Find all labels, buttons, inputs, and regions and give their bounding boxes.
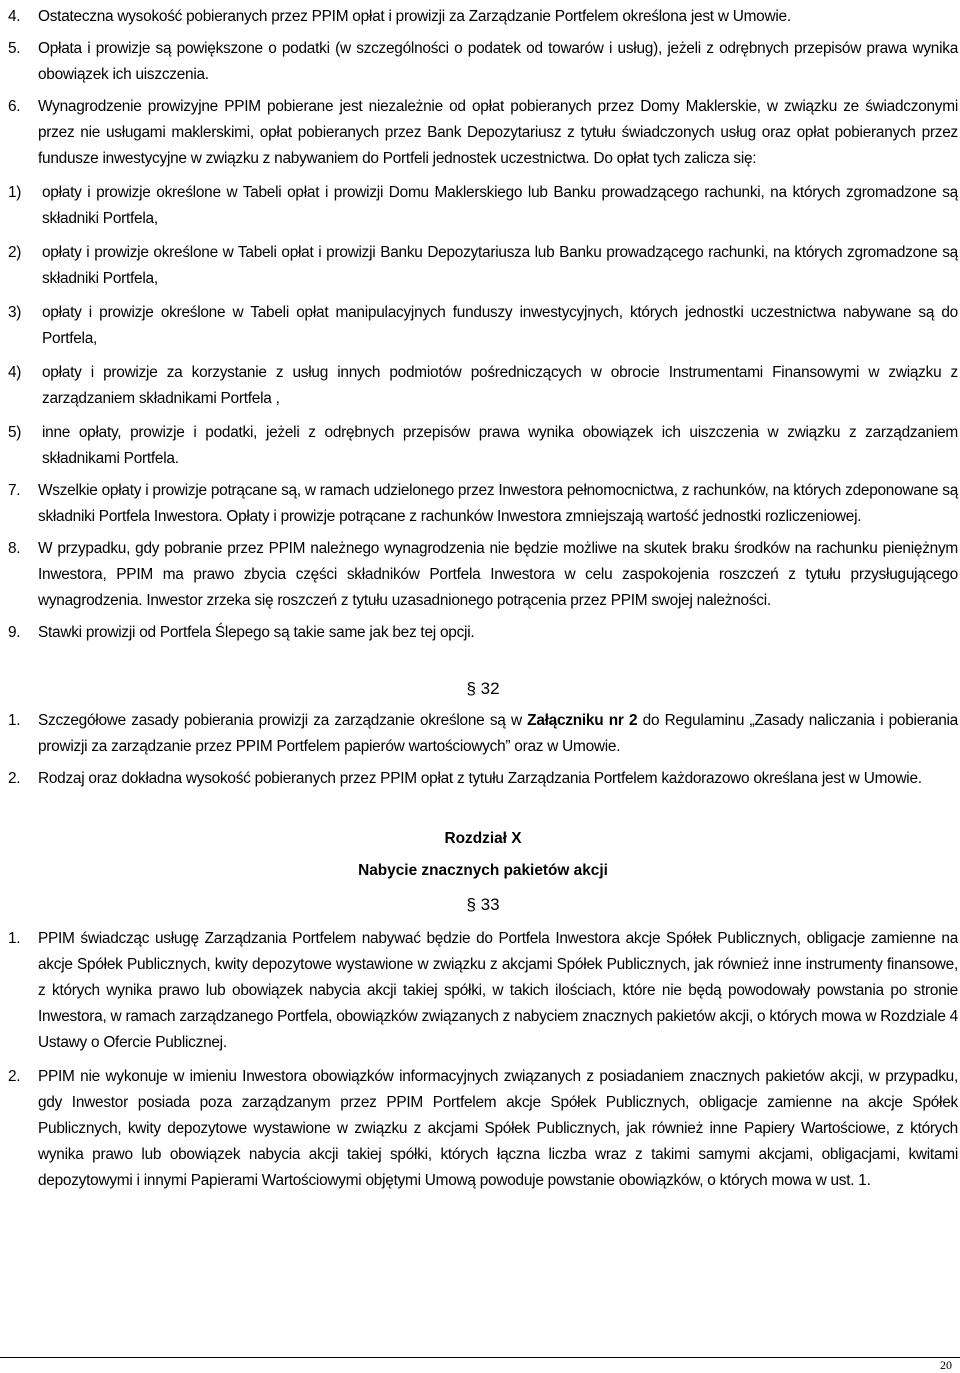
item-number: 2. [8,770,21,787]
section33-paragraph-2 [8,1064,958,1194]
document-page [8,4,958,1194]
paragraph-4 [8,4,958,30]
paragraph-9 [8,620,958,646]
sub-item-4 [8,360,958,412]
section32-paragraph-1 [8,708,958,760]
item-number: 1. [8,712,21,729]
text-segment: do Regulaminu „Zasady naliczania i pobierania prowizji za zarządzanie przez PPIM Portfelem papierów wartościowych” oraz w Umowie. [38,712,958,755]
item-text: Wszelkie opłaty i prowizje potrącane są, w ramach udzielonego przez Inwestora pełnomocnictwa, z rachunków, na których zdeponowane są składniki Portfela Inwestora. Opłaty i prowizje potrącane z rachunków Inwestora zmniejszają wartość jednostki rozliczeniowej. [38,482,959,525]
sub-item-number: 1) [8,184,22,201]
item-text: Opłata i prowizje są powiększone o podatki (w szczególności o podatek od towarów i usług), jeżeli z odrębnych przepisów prawa wynika obowiązek ich uiszczenia. [38,40,958,83]
sub-item-text: opłaty i prowizje określone w Tabeli opłat i prowizji Banku Depozytariusza lub Banku prowadzącego rachunki, na których zgromadzone są składniki Portfela, [42,244,958,287]
item-text: W przypadku, gdy pobranie przez PPIM należnego wynagrodzenia nie będzie możliwe na skutek braku środków na rachunku pieniężnym Inwestora, PPIM ma prawo zbycia części składników Portfela Inwestora w celu zaspokojenia roszczeń z tytułu przysługującego wynagrodzenia. Inwestor zrzeka się roszczeń z tytułu uzasadnionego potrącenia przez PPIM swojej należności. [38,540,958,609]
item-text [38,708,958,760]
sub-item-text: inne opłaty, prowizje i podatki, jeżeli z odrębnych przepisów prawa wynika obowiązek ich uiszczenia w związku z zarządzaniem składnikami Portfela. [42,424,958,467]
section33-paragraph-1 [8,926,958,1056]
sub-item-text: opłaty i prowizje za korzystanie z usług innych podmiotów pośredniczących w obrocie Instrumentami Finansowymi w związku z zarządzaniem składnikami Portfela , [42,364,958,407]
item-text: PPIM nie wykonuje w imieniu Inwestora obowiązków informacyjnych związanych z posiadaniem znacznych pakietów akcji, w przypadku, gdy Inwestor posiada poza zarządzanym przez PPIM Portfelem akcje Spółek Publicznych, obligacje zamienne na akcje Spółek Publicznych, kwity depozytowe wystawione w związku z akcjami Spółek Publicznych, jak również inne Papiery Wartościowe, z których wynika prawo lub obowiązek nabycia akcji takiej spółki, których łączna liczba wraz z takimi samymi akcjami, obligacjami, kwitami depozytowymi i innymi Papierami Wartościowymi objętymi Umową powoduje powstanie obowiązków, o których mowa w ust. 1. [38,1068,958,1189]
sub-item-number: 2) [8,244,22,261]
item-number: 1. [8,930,21,947]
footer-divider [0,1357,960,1358]
sub-item-number: 3) [8,304,22,321]
paragraph-6 [8,94,958,172]
sub-item-text: opłaty i prowizje określone w Tabeli opłat i prowizji Domu Maklerskiego lub Banku prowadzącego rachunki, na których zgromadzone są składniki Portfela, [42,184,958,227]
sub-item-number: 5) [8,424,22,441]
item-text: Wynagrodzenie prowizyjne PPIM pobierane jest niezależnie od opłat pobieranych przez Domy Maklerskie, w związku ze świadczonymi przez nie usługami maklerskimi, opłat pobieranych przez Bank Depozytariusz z tytułu świadczonych usług oraz opłat pobieranych przez fundusze inwestycyjne w związku z nabywaniem do Portfeli jednostek uczestnictwa. Do opłat tych zalicza się: [38,98,958,167]
item-number: 7. [8,482,21,499]
item-text: Stawki prowizji od Portfela Ślepego są takie same jak bez tej opcji. [38,624,475,641]
sub-item-1 [8,180,958,232]
item-number: 4. [8,8,21,25]
item-number: 9. [8,624,21,641]
item-number: 6. [8,98,21,115]
section-heading-33: § 33 [466,895,500,914]
section32-paragraph-2 [8,766,958,792]
sub-item-3 [8,300,958,352]
paragraph-8 [8,536,958,614]
chapter-subtitle: Nabycie znacznych pakietów akcji [358,862,608,879]
sub-item-text: opłaty i prowizje określone w Tabeli opłat manipulacyjnych funduszy inwestycyjnych, których jednostki uczestnictwa nabywane są do Portfela, [42,304,958,347]
sub-item-5 [8,420,958,472]
paragraph-5 [8,36,958,88]
sub-item-2 [8,240,958,292]
text-segment: Szczegółowe zasady pobierania prowizji za zarządzanie określone są w [38,712,528,729]
item-text: Rodzaj oraz dokładna wysokość pobieranych przez PPIM opłat z tytułu Zarządzania Portfelem każdorazowo określana jest w Umowie. [38,770,922,787]
section-heading-32: § 32 [466,679,500,698]
item-number: 2. [8,1068,21,1085]
item-number: 8. [8,540,21,557]
page-number: 20 [940,1358,952,1372]
item-text: PPIM świadcząc usługę Zarządzania Portfelem nabywać będzie do Portfela Inwestora akcje Spółek Publicznych, obligacje zamienne na akcje Spółek Publicznych, kwity depozytowe wystawione w związku z akcjami Spółek Publicznych, jak również inne instrumenty finansowe, z których wynika prawo lub obowiązek nabycia akcji takiej spółki, w takich ilościach, które nie będą powodowały powstania po stronie Inwestora, w ramach zarządzanego Portfela, obowiązków związanych z nabyciem znacznych pakietów akcji, o których mowa w Rozdziale 4 Ustawy o Ofercie Publicznej. [38,930,958,1051]
item-text: Ostateczna wysokość pobieranych przez PPIM opłat i prowizji za Zarządzanie Portfelem określona jest w Umowie. [38,8,791,25]
attachment-reference: Załączniku nr 2 [527,712,638,729]
sub-item-number: 4) [8,364,22,381]
item-number: 5. [8,40,21,57]
paragraph-7 [8,478,958,530]
chapter-title: Rozdział X [444,830,522,847]
